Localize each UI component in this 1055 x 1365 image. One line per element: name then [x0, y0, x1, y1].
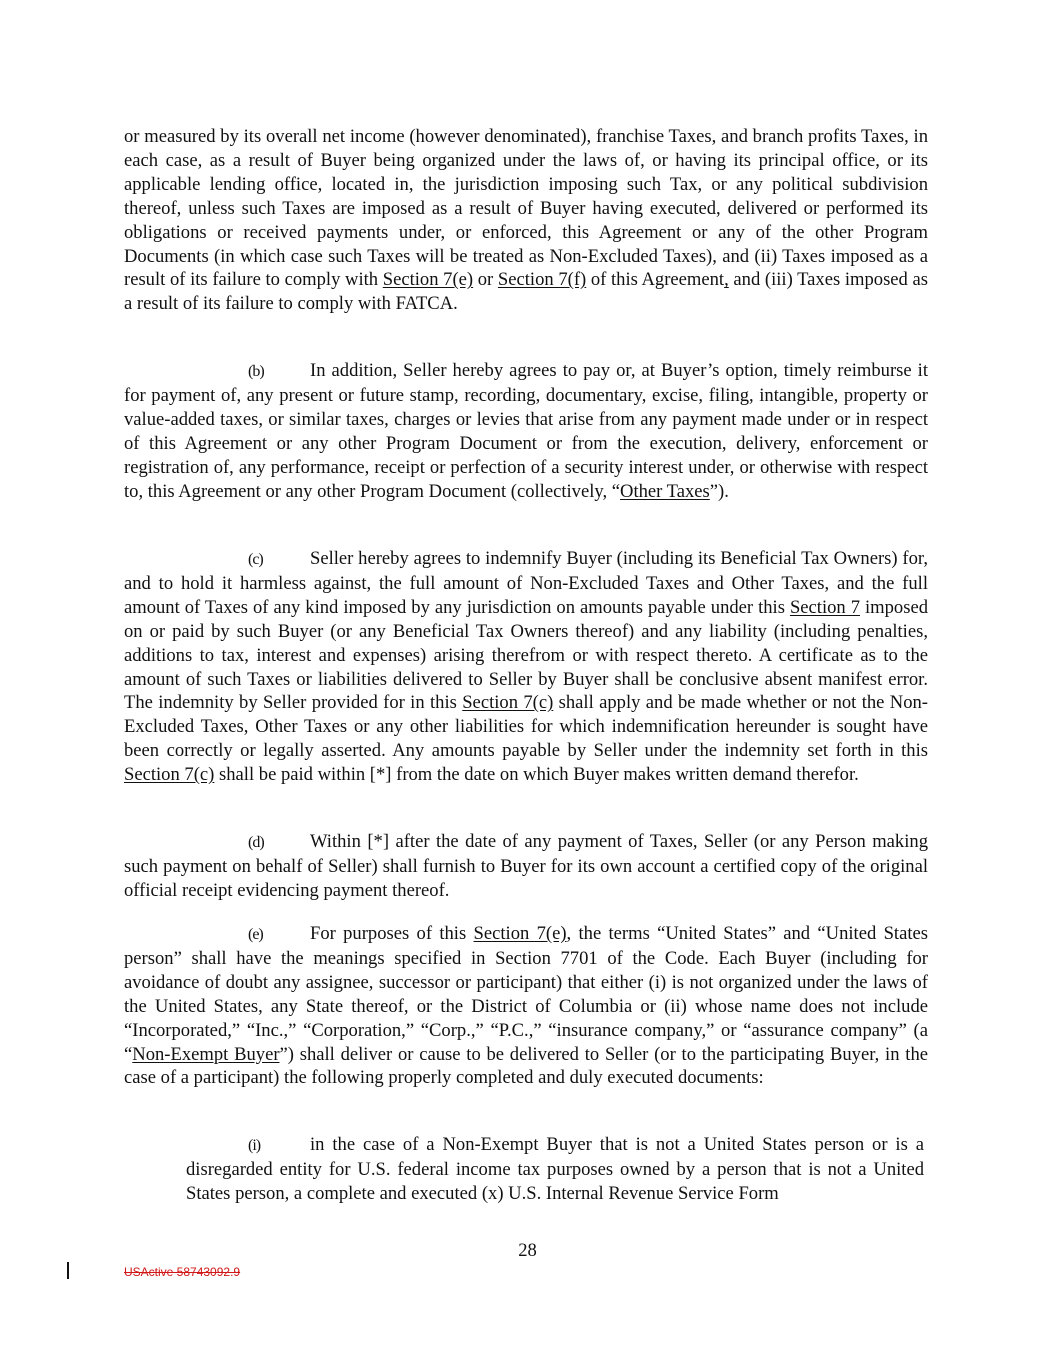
underlined-comma: ,	[724, 269, 729, 291]
paragraph-d	[124, 830, 928, 903]
paragraph-label: (c)	[248, 551, 263, 568]
paragraph-label: (i)	[248, 1137, 261, 1154]
text-run: and (iii) Taxes imposed as a result of its failure to comply with FATCA.	[124, 269, 928, 315]
paragraph-continuation	[124, 125, 928, 316]
text-run: of this Agreement	[586, 269, 725, 291]
text-run: ”) shall deliver or cause to be delivered to Seller (or to the participating Buyer, in the case of a participant) the following properly completed and duly executed documents:	[124, 1043, 928, 1089]
text-run: shall be paid within [*] from the date on which Buyer makes written demand therefor.	[214, 764, 859, 786]
text-run: For purposes of this	[310, 923, 474, 944]
text-run: in the case of a Non-Exempt Buyer that is not a United States person or is a disregarded entity for U.S. federal income tax purposes owned by a person that is not a United States person, a complete and executed (x) U.S. Internal Revenue Service Form	[186, 1134, 924, 1204]
text-run: shall apply and be made whether or not the Non-Excluded Taxes, Other Taxes or any other liabilities for which indemnification hereunder is sought have been correctly or legally asserted. Any amounts payable by Seller under the indemnity set forth in this	[124, 692, 928, 762]
defined-term: Other Taxes	[620, 480, 710, 502]
section-reference: Section 7(f)	[497, 269, 587, 291]
text-run: imposed on or paid by such Buyer (or any Beneficial Tax Owners thereof) and any liability (including penalties, additions to tax, interest and expenses) arising therefrom or with respect thereto. A certificate as to the amount of such Taxes or liabilities delivered to Seller by Buyer shall be conclusive absent manifest error. The indemnity by Seller provided for in this	[124, 596, 928, 714]
text-run: ”).	[709, 480, 729, 502]
section-reference: Section 7(c)	[124, 764, 215, 786]
section-reference: Section 7	[789, 596, 860, 618]
document-id-footer: USActive 58743092.9	[124, 1265, 241, 1279]
paragraph-label: (e)	[248, 926, 263, 943]
text-run: Within [*] after the date of any payment of Taxes, Seller (or any Person making such payment on behalf of Seller) shall furnish to Buyer for its own account a certified copy of the original official receipt evidencing payment thereof.	[124, 831, 928, 901]
text-run: Seller hereby agrees to indemnify Buyer (including its Beneficial Tax Owners) for, and to hold it harmless against, the full amount of Non-Excluded Taxes and Other Taxes, and the full amount of Taxes of any kind imposed by any jurisdiction on amounts payable under this	[124, 548, 928, 618]
paragraph-b	[124, 359, 928, 503]
revision-bar	[67, 1262, 69, 1279]
text-run: , the terms “United States” and “United States person” shall have the meanings specified in Section 7701 of the Code. Each Buyer (including for avoidance of doubt any assignee, successor or participant) that either (i) is not organized under the laws of the United States, any State thereof, or the District of Columbia or (ii) whose name does not include “Incorporated,” “Inc.,” “Corporation,” “Corp.,” “P.C.,” “insurance company,” or “assurance company” (a “	[124, 923, 928, 1065]
page-number: 28	[518, 1240, 537, 1261]
section-reference: Section 7(c)	[462, 692, 554, 714]
section-reference: Section 7(e)	[382, 269, 474, 291]
paragraph-label: (b)	[248, 363, 264, 380]
paragraph-label: (d)	[248, 834, 264, 851]
section-reference: Section 7(e)	[473, 923, 567, 944]
subparagraph-i	[186, 1133, 924, 1206]
text-run: or measured by its overall net income (however denominated), franchise Taxes, and branch profits Taxes, in each case, as a result of Buyer being organized under the laws of, or having its principal office, or its applicable lending office, located in, the jurisdiction imposing such Tax, or any political subdivision thereof, unless such Taxes are imposed as a result of Buyer having executed, delivered or performed its obligations or received payments under, or enforced, this Agreement or any of the other Program Documents (in which case such Taxes will be treated as Non-Excluded Taxes), and (ii) Taxes imposed as a result of its failure to comply with	[124, 126, 928, 291]
paragraph-c	[124, 547, 928, 787]
defined-term: Non-Exempt Buyer	[132, 1043, 280, 1065]
paragraph-e	[124, 922, 928, 1090]
text-run: In addition, Seller hereby agrees to pay or, at Buyer’s option, timely reimburse it for payment of, any present or future stamp, recording, documentary, excise, filing, intangible, property or value-added taxes, or similar taxes, charges or levies that arise from any payment made under or in respect of this Agreement or any other Program Document or from the execution, delivery, enforcement or registration of, any performance, receipt or perfection of a security interest under, or otherwise with respect to, this Agreement or any other Program Document (collectively, “	[124, 360, 928, 502]
text-run: or	[473, 269, 498, 291]
